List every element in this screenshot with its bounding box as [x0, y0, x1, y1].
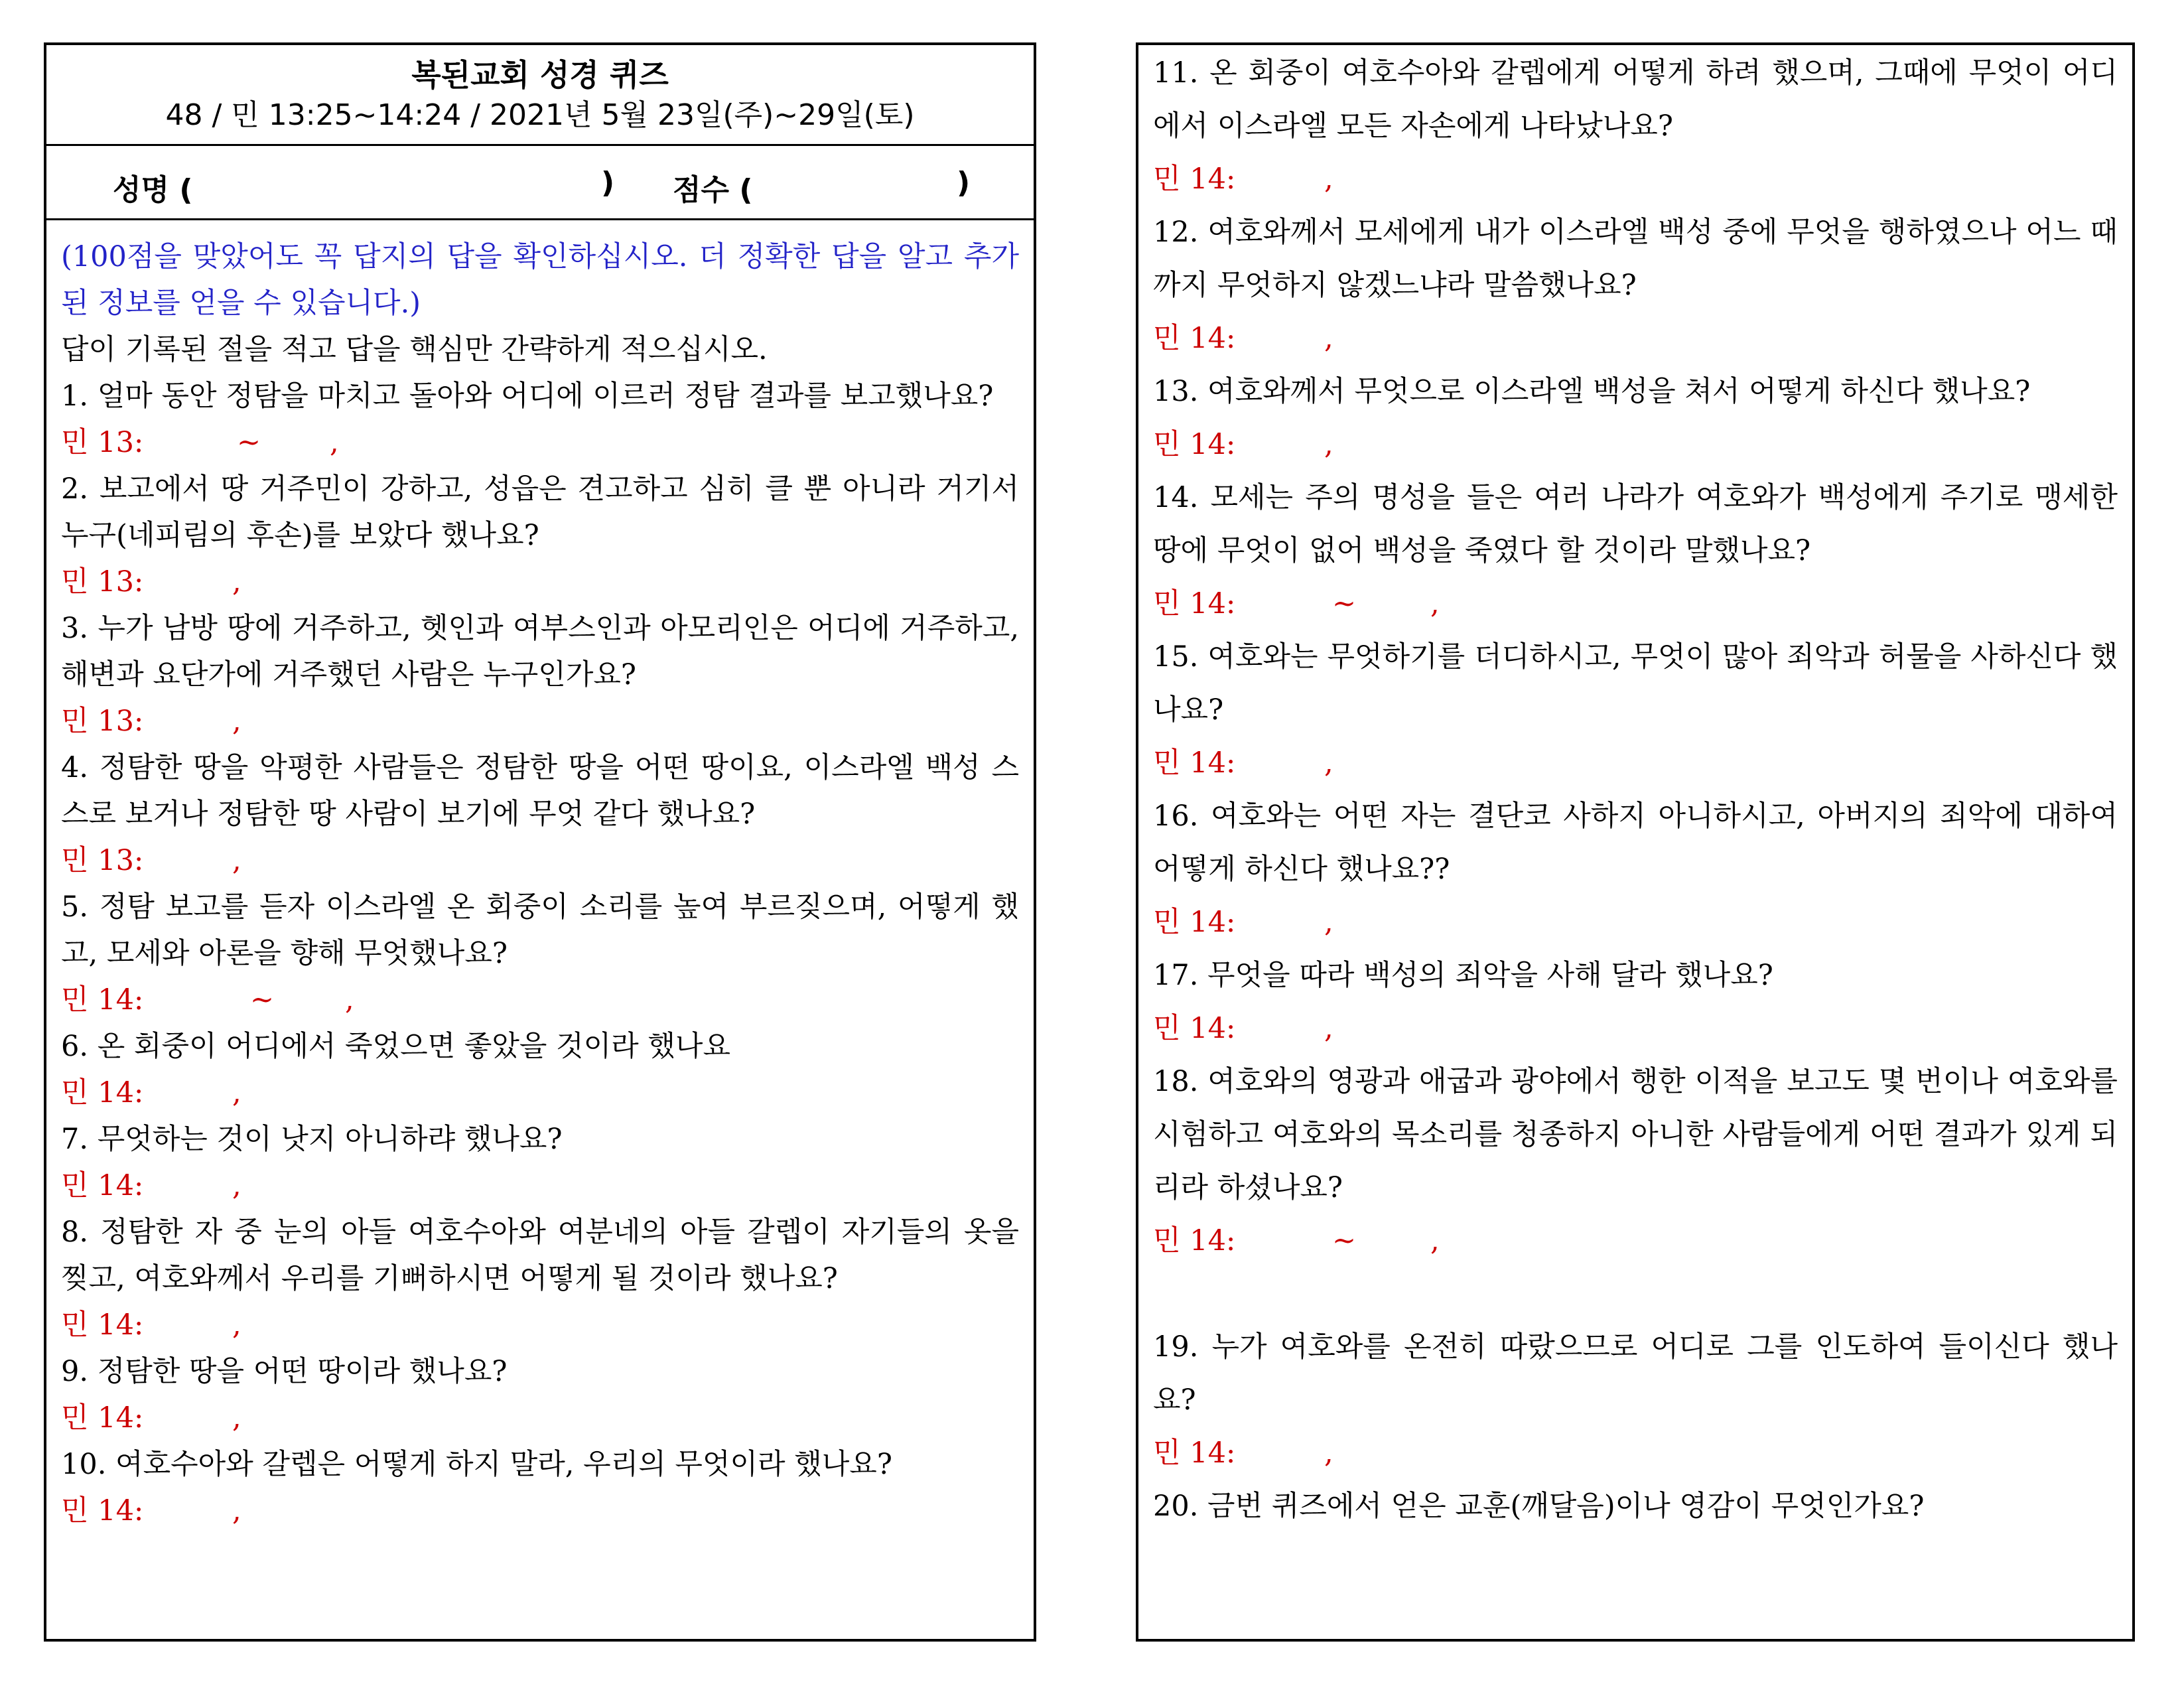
- answer-line-10: [61, 1488, 1019, 1534]
- answer-ref: 민 14:: [1153, 1012, 1236, 1045]
- question-19: 19. 누가 여호와를 온전히 따랐으므로 어디로 그를 인도하여 들이신다 했나요?: [1153, 1330, 2118, 1417]
- quiz-title: 복된교회 성경 퀴즈: [411, 56, 669, 93]
- question-11: 11. 온 회중이 여호수아와 갈렙에게 어떻게 하려 했으며, 그때에 무엇이 어디에서 이스라엘 모든 자손에게 나타났나요?: [1153, 56, 2118, 143]
- notice-text: (100점을 맞았어도 꼭 답지의 답을 확인하십시오. 더 정확한 답을 알고 추가된 정보를 얻을 수 있습니다.): [61, 240, 1019, 320]
- answer-line-15: [1153, 737, 2118, 790]
- answer-dash: ~: [1332, 587, 1357, 620]
- answer-ref: 민 14:: [1153, 906, 1236, 939]
- answer-comma: ,: [232, 1076, 241, 1109]
- answer-ref: 민 14:: [1153, 163, 1236, 196]
- answer-comma: ,: [1430, 1224, 1440, 1257]
- answer-ref: 민 14:: [61, 1169, 144, 1202]
- answer-ref: 민 14:: [61, 1308, 144, 1342]
- answer-ref: 민 14:: [61, 1076, 144, 1109]
- answer-line-5: [61, 977, 1019, 1023]
- quiz-subtitle: 48 / 민 13:25~14:24 / 2021년 5월 23일(주)~29일(토): [165, 98, 915, 132]
- answer-line-19: [1153, 1427, 2118, 1480]
- quiz-header: [46, 45, 1034, 146]
- question-13: 13. 여호와께서 무엇으로 이스라엘 백성을 쳐서 어떻게 하신다 했나요?: [1153, 375, 2031, 408]
- answer-line-9: [61, 1395, 1019, 1441]
- question-5: 5. 정탐 보고를 듣자 이스라엘 온 회중이 소리를 높여 부르짖으며, 어떻게 했고, 모세와 아론을 향해 무엇했나요?: [61, 890, 1019, 970]
- answer-comma: ,: [1324, 322, 1333, 355]
- answer-comma: ,: [232, 1494, 241, 1527]
- answer-line-12: [1153, 312, 2118, 365]
- name-close: ): [601, 166, 615, 200]
- question-8: 8. 정탐한 자 중 눈의 아들 여호수아와 여분네의 아들 갈렙이 자기들의 옷을 찢고, 여호와께서 우리를 기뻐하시면 어떻게 될 것이라 했나요?: [61, 1216, 1019, 1295]
- answer-ref: 민 14:: [1153, 1224, 1236, 1257]
- answer-comma: ,: [1430, 587, 1440, 620]
- answer-comma: ,: [1324, 1012, 1333, 1045]
- question-1: 1. 얼마 동안 정탐을 마치고 돌아와 어디에 이르러 정탐 결과를 보고했나요?: [61, 380, 994, 413]
- instruction-text: 답이 기록된 절을 적고 답을 핵심만 간략하게 적으십시오.: [61, 333, 768, 366]
- score-close: ): [957, 166, 971, 200]
- answer-dash: ~: [1332, 1224, 1357, 1257]
- answer-ref: 민 13:: [61, 565, 144, 599]
- answer-line-11: [1153, 153, 2118, 206]
- question-14: 14. 모세는 주의 명성을 들은 여러 나라가 여호와가 백성에게 주기로 맹세한 땅에 무엇이 없어 백성을 죽였다 할 것이라 말했나요?: [1153, 481, 2118, 567]
- answer-comma: ,: [1324, 163, 1333, 196]
- answer-ref: 민 14:: [1153, 1437, 1236, 1470]
- answer-line-6: [61, 1070, 1019, 1116]
- question-16: 16. 여호와는 어떤 자는 결단코 사하지 아니하시고, 아버지의 죄악에 대하여 어떻게 하신다 했나요??: [1153, 800, 2118, 886]
- answer-ref: 민 14:: [61, 983, 144, 1017]
- question-17: 17. 무엇을 따라 백성의 죄악을 사해 달라 했나요?: [1153, 959, 1773, 992]
- question-4: 4. 정탐한 땅을 악평한 사람들은 정탐한 땅을 어떤 땅이요, 이스라엘 백성 스스로 보거나 정탐한 땅 사람이 보기에 무엇 같다 했나요?: [61, 751, 1019, 831]
- name-label: 성명 (: [113, 173, 193, 207]
- answer-ref: 민 14:: [1153, 322, 1236, 355]
- answer-dash: ~: [250, 983, 275, 1017]
- left-question-list: [46, 220, 1034, 1534]
- answer-comma: ,: [1324, 428, 1333, 461]
- right-quiz-panel: [1136, 42, 2135, 1642]
- answer-line-2: [61, 559, 1019, 605]
- right-question-list: [1138, 45, 2132, 1533]
- answer-line-14: [1153, 577, 2118, 630]
- answer-ref: 민 14:: [1153, 587, 1236, 620]
- answer-comma: ,: [232, 1169, 241, 1202]
- question-7: 7. 무엇하는 것이 낫지 아니하랴 했나요?: [61, 1123, 563, 1156]
- answer-ref: 민 13:: [61, 844, 144, 877]
- name-score-row: [46, 146, 1034, 220]
- question-9: 9. 정탐한 땅을 어떤 땅이라 했나요?: [61, 1355, 508, 1388]
- question-15: 15. 여호와는 무엇하기를 더디하시고, 무엇이 많아 죄악과 허물을 사하신다 했나요?: [1153, 640, 2118, 727]
- answer-ref: 민 14:: [1153, 746, 1236, 780]
- answer-line-13: [1153, 418, 2118, 471]
- blank-gap: [1153, 1267, 2118, 1320]
- answer-comma: ,: [232, 844, 241, 877]
- answer-line-18: [1153, 1214, 2118, 1267]
- answer-line-17: [1153, 1002, 2118, 1055]
- answer-line-4: [61, 837, 1019, 884]
- score-label: 점수 (: [673, 173, 753, 207]
- question-10: 10. 여호수아와 갈렙은 어떻게 하지 말라, 우리의 무엇이라 했나요?: [61, 1448, 892, 1481]
- question-18: 18. 여호와의 영광과 애굽과 광야에서 행한 이적을 보고도 몇 번이나 여호와를 시험하고 여호와의 목소리를 청종하지 아니한 사람들에게 어떤 결과가 있게 되리라 하셨나요?: [1153, 1065, 2118, 1204]
- answer-line-16: [1153, 896, 2118, 949]
- answer-comma: ,: [232, 705, 241, 738]
- answer-comma: ,: [1324, 906, 1333, 939]
- answer-comma: ,: [1324, 1437, 1333, 1470]
- answer-line-1: [61, 419, 1019, 466]
- answer-line-8: [61, 1302, 1019, 1348]
- answer-ref: 민 14:: [61, 1494, 144, 1527]
- answer-line-7: [61, 1163, 1019, 1209]
- question-2: 2. 보고에서 땅 거주민이 강하고, 성읍은 견고하고 심히 클 뿐 아니라 거기서 누구(네피림의 후손)를 보았다 했나요?: [61, 472, 1019, 552]
- question-6: 6. 온 회중이 어디에서 죽었으면 좋았을 것이라 했나요: [61, 1030, 731, 1063]
- answer-ref: 민 14:: [1153, 428, 1236, 461]
- answer-comma: ,: [232, 565, 241, 599]
- answer-dash: ~: [237, 426, 261, 459]
- answer-line-3: [61, 698, 1019, 744]
- answer-ref: 민 13:: [61, 705, 144, 738]
- answer-comma: ,: [330, 426, 339, 459]
- answer-comma: ,: [232, 1308, 241, 1342]
- question-20: 20. 금번 퀴즈에서 얻은 교훈(깨달음)이나 영감이 무엇인가요?: [1153, 1490, 1925, 1523]
- question-12: 12. 여호와께서 모세에게 내가 이스라엘 백성 중에 무엇을 행하였으나 어느 때까지 무엇하지 않겠느냐라 말씀했나요?: [1153, 216, 2118, 302]
- left-quiz-panel: [44, 42, 1036, 1642]
- answer-comma: ,: [232, 1401, 241, 1435]
- question-3: 3. 누가 남방 땅에 거주하고, 헷인과 여부스인과 아모리인은 어디에 거주하고, 해변과 요단가에 거주했던 사람은 누구인가요?: [61, 612, 1019, 691]
- answer-comma: ,: [1324, 746, 1333, 780]
- answer-ref: 민 13:: [61, 426, 144, 459]
- answer-ref: 민 14:: [61, 1401, 144, 1435]
- answer-comma: ,: [345, 983, 354, 1017]
